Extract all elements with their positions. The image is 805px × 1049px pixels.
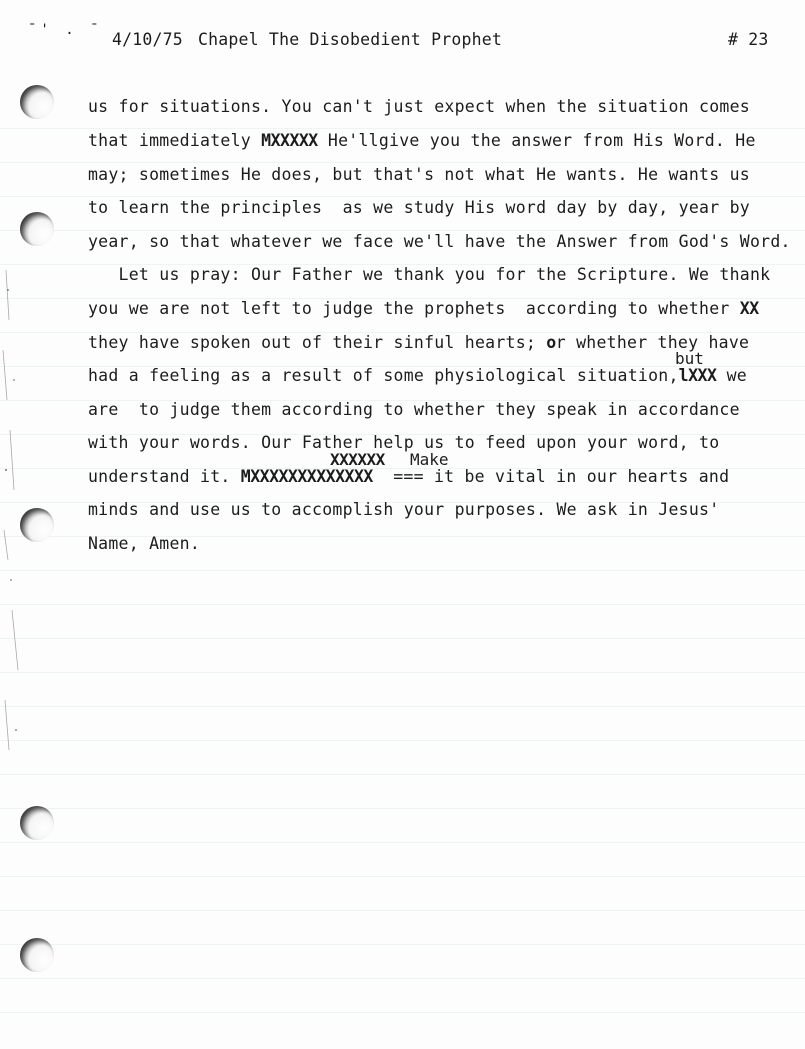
text-span: we [716, 366, 747, 385]
text-line: are to judge them according to whether they speak in accordance [88, 400, 740, 419]
text-line [88, 366, 747, 386]
interlinear-strikeout: XXXXXX [330, 450, 385, 469]
text-span: that immediately [88, 131, 262, 150]
paper-rule [0, 672, 805, 673]
text-line: to learn the principles as we study His word day by day, year by [88, 198, 750, 217]
paper-rule [0, 128, 805, 129]
paper-rule [0, 978, 805, 979]
paper-rule [0, 230, 805, 231]
text-line [88, 299, 759, 319]
interlinear-insertion: but [675, 349, 704, 368]
punch-hole [20, 938, 54, 972]
paper-rule [0, 740, 805, 741]
text-span: you we are not left to judge the prophets according to whether [88, 299, 740, 318]
text-line [88, 131, 756, 151]
paper-rule [0, 570, 805, 571]
stray-marks: ˉ' . ˉ [28, 22, 103, 38]
text-span: He'llgive you the answer from His Word. He [317, 131, 756, 150]
text-span: r whether they have [555, 333, 750, 352]
text-line: minds and use us to accomplish your purposes. We ask in Jesus' [88, 500, 720, 519]
paper-rule [0, 876, 805, 877]
text-line: may; sometimes He does, but that's not what He wants. He wants us [88, 165, 750, 184]
header-date: 4/10/75 [112, 30, 183, 49]
paper-rule [0, 604, 805, 605]
typed-strikeout: lXXX [678, 366, 717, 385]
punch-hole [20, 508, 54, 542]
text-line [88, 333, 749, 353]
paper-rule [0, 162, 805, 163]
header-title: Chapel The Disobedient Prophet [198, 30, 503, 49]
text-line: us for situations. You can't just expect when the situation comes [88, 97, 750, 116]
text-line: year, so that whatever we face we'll have the Answer from God's Word. [88, 232, 791, 251]
paper-rule [0, 638, 805, 639]
page-number: # 23 [728, 30, 769, 49]
paper-rule [0, 808, 805, 809]
text-line: Let us pray: Our Father we thank you for the Scripture. We thank [88, 265, 771, 284]
paper-rule [0, 842, 805, 843]
page-header [0, 22, 805, 52]
typed-overstrike: o [546, 333, 556, 352]
paper-rule [0, 910, 805, 911]
punch-hole [20, 806, 54, 840]
text-line: with your words. Our Father help us to feed upon your word, to [88, 433, 720, 452]
interlinear-insertion: Make [410, 450, 449, 469]
paper-rule [0, 706, 805, 707]
typed-strikeout: MXXXXX [261, 131, 318, 150]
paper-rule [0, 774, 805, 775]
paper-rule [0, 1012, 805, 1013]
punch-hole [20, 212, 54, 246]
typed-strikeout: XX [739, 299, 759, 318]
paper-rule [0, 196, 805, 197]
text-span: they have spoken out of their sinful hearts; [88, 333, 547, 352]
text-line [88, 467, 729, 487]
text-span: understand it. [88, 467, 241, 486]
punch-hole [20, 85, 54, 119]
text-line: Name, Amen. [88, 534, 201, 553]
paper-rule [0, 944, 805, 945]
text-span: === it be vital in our hearts and [372, 467, 730, 486]
typed-strikeout: MXXXXXXXXXXXXX [240, 467, 373, 486]
text-span: had a feeling as a result of some physiological situation, [88, 366, 679, 385]
